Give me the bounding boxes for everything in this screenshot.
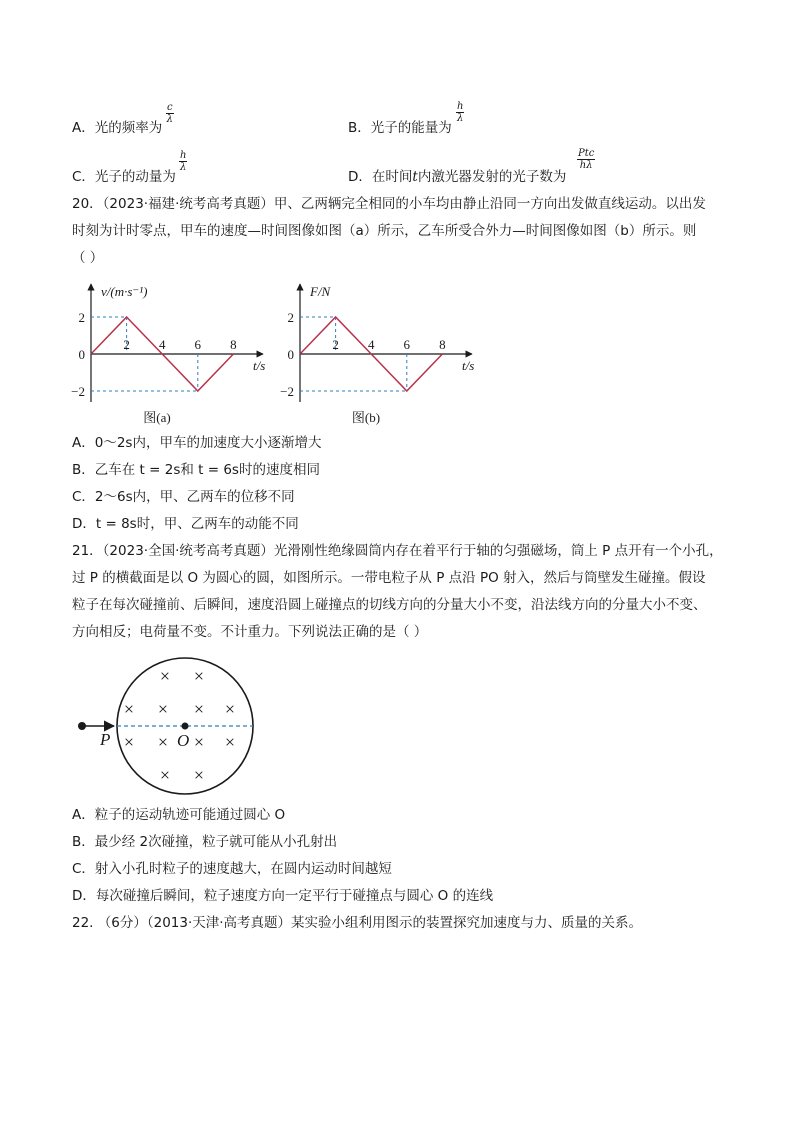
y-tick-label: 0 xyxy=(287,347,294,362)
fraction-denominator: λ xyxy=(180,162,187,173)
field-cross-mark: × xyxy=(157,699,169,719)
q21-option-b: B．最少经 2次碰撞，粒子就可能从小孔射出 xyxy=(72,834,338,850)
field-cross-mark: × xyxy=(224,732,236,752)
q19-option-b: B．光子的能量为 xyxy=(348,120,452,136)
q20-stem-line-3: （ ） xyxy=(72,250,104,266)
x-tick-label: 8 xyxy=(230,337,237,352)
x-tick-label: 2 xyxy=(332,337,339,352)
field-cross-mark: × xyxy=(123,699,135,719)
y-tick-label: 0 xyxy=(78,347,85,362)
fraction-numerator: h xyxy=(180,150,187,161)
magnetic-field-cylinder-figure xyxy=(70,652,270,802)
q19-option-d-t: t xyxy=(412,169,418,185)
fraction-denominator: λ xyxy=(457,113,464,124)
fraction-denominator: hλ xyxy=(579,160,593,171)
fraction-denominator: λ xyxy=(166,114,173,125)
fraction-numerator: c xyxy=(167,102,173,113)
q21-option-c: C．射入小孔时粒子的速度越大，在圆内运动时间越短 xyxy=(72,861,392,877)
center-dot xyxy=(182,723,189,730)
q21-option-d: D．每次碰撞后瞬间，粒子速度方向一定平行于碰撞点与圆心 O 的连线 xyxy=(72,888,494,904)
x-tick-label: 4 xyxy=(367,337,375,352)
label-p: P xyxy=(100,730,111,749)
fraction-numerator: h xyxy=(457,101,464,112)
field-cross-mark: × xyxy=(193,765,205,785)
y-tick-label: −2 xyxy=(280,384,294,399)
field-cross-mark: × xyxy=(224,699,236,719)
q19-option-a-fraction xyxy=(166,102,174,125)
force-time-chart xyxy=(280,284,474,425)
x-tick-label: 8 xyxy=(439,337,446,352)
x-tick-label: 4 xyxy=(158,337,166,352)
y-axis-label: v/(m·s⁻¹) xyxy=(101,284,148,299)
x-tick-label: 2 xyxy=(123,337,130,352)
label-o: O xyxy=(177,731,190,750)
x-tick-label: 6 xyxy=(403,337,411,352)
y-tick-label: −2 xyxy=(71,384,85,399)
q19-option-a: A．光的频率为 xyxy=(72,120,163,136)
x-axis-label: t/s xyxy=(253,358,266,373)
figure-caption: 图(b) xyxy=(351,410,381,425)
q20-figures xyxy=(0,276,793,436)
q19-option-d-post: 内激光器发射的光子数为 xyxy=(417,169,567,185)
y-tick-label: 2 xyxy=(287,310,294,325)
particle-dot xyxy=(78,722,86,730)
field-cross-mark: × xyxy=(193,732,205,752)
q20-stem-line-1: 20．（2023·福建·统考高考真题）甲、乙两辆完全相同的小车均由静止沿同一方向出发做直线运动。以出发 xyxy=(72,196,706,212)
field-cross-mark: × xyxy=(123,732,135,752)
field-cross-mark: × xyxy=(159,765,171,785)
velocity-time-chart xyxy=(71,284,265,425)
q20-option-c: C．2～6s内，甲、乙两车的位移不同 xyxy=(72,489,295,505)
field-cross-mark: × xyxy=(193,699,205,719)
x-tick-label: 6 xyxy=(194,337,202,352)
q20-option-d: D．t = 8s时，甲、乙两车的动能不同 xyxy=(72,516,299,532)
q20-option-a: A．0～2s内，甲车的加速度大小逐渐增大 xyxy=(72,435,322,451)
q19-option-d-fraction xyxy=(577,148,595,171)
q19-option-c: C．光子的动量为 xyxy=(72,169,176,185)
q21-stem-line-4: 方向相反；电荷量不变。不计重力。下列说法正确的是（ ） xyxy=(72,624,428,640)
q19-option-c-fraction xyxy=(179,150,187,173)
q21-stem-line-1: 21．（2023·全国·统考高考真题）光滑刚性绝缘圆筒内存在着平行于轴的匀强磁场，筒上 P 点开有一个小孔， xyxy=(72,543,723,559)
y-tick-label: 2 xyxy=(78,310,85,325)
field-cross-mark: × xyxy=(157,732,169,752)
q22-stem: 22. （6分）（2013·天津·高考真题）某实验小组利用图示的装置探究加速度与力、质量的关系。 xyxy=(72,915,643,931)
q20-option-b: B．乙车在 t = 2s和 t = 6s时的速度相同 xyxy=(72,462,320,478)
q20-stem-line-2: 时刻为计时零点，甲车的速度—时间图像如图（a）所示，乙车所受合外力—时间图像如图（b）所示。则 xyxy=(72,223,697,239)
q19-option-d-pre: D．在时间 xyxy=(348,169,413,185)
x-axis-label: t/s xyxy=(462,358,475,373)
q19-option-d xyxy=(348,168,566,186)
field-cross-mark: × xyxy=(159,666,171,686)
y-axis-label: F/N xyxy=(310,284,331,299)
q21-option-a: A．粒子的运动轨迹可能通过圆心 O xyxy=(72,807,286,823)
q19-option-b-fraction xyxy=(456,101,464,124)
q21-stem-line-2: 过 P 的横截面是以 O 为圆心的圆，如图所示。一带电粒子从 P 点沿 PO 射入，然后与筒壁发生碰撞。假设 xyxy=(72,570,706,586)
field-cross-mark: × xyxy=(193,666,205,686)
q21-stem-line-3: 粒子在每次碰撞前、后瞬间，速度沿圆上碰撞点的切线方向的分量大小不变，沿法线方向的分量大小不变、 xyxy=(72,597,707,613)
fraction-numerator: Ptc xyxy=(578,148,595,159)
figure-caption: 图(a) xyxy=(143,410,171,425)
